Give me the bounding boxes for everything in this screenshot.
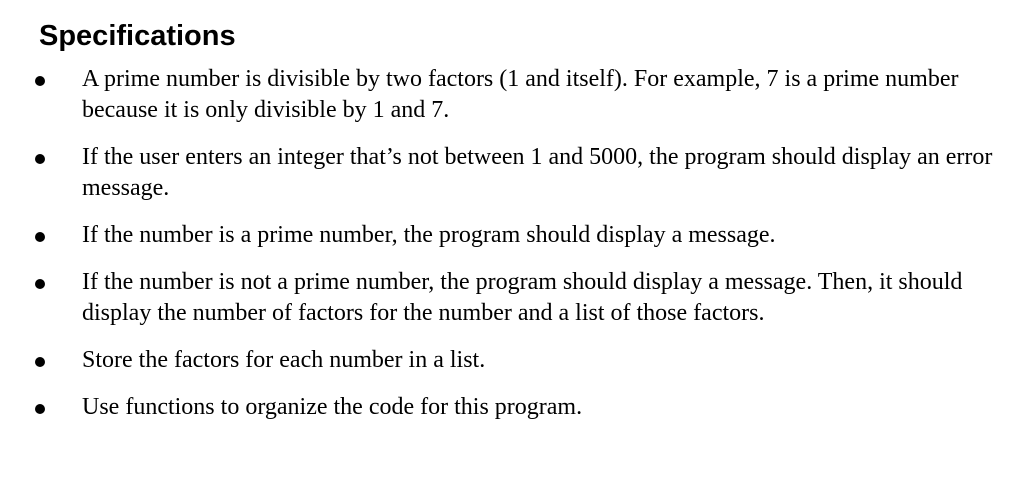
bullet-icon — [35, 232, 45, 242]
page-title: Specifications — [39, 20, 236, 52]
list-item — [0, 220, 1024, 251]
list-item — [0, 64, 1024, 126]
bullet-icon — [35, 279, 45, 289]
specifications-list — [0, 64, 1024, 439]
bullet-icon — [35, 357, 45, 367]
list-item — [0, 345, 1024, 376]
bullet-icon — [35, 404, 45, 414]
list-item-text: Use functions to organize the code for this program. — [82, 394, 583, 420]
bullet-icon — [35, 76, 45, 86]
list-item-text: Store the factors for each number in a list. — [82, 347, 486, 373]
list-item-text: If the number is not a prime number, the program should display a message. Then, it should display the number of factors for the number and a list of those factors. — [82, 269, 963, 326]
list-item-text: If the user enters an integer that’s not between 1 and 5000, the program should display an error message. — [82, 144, 993, 201]
bullet-icon — [35, 154, 45, 164]
list-item — [0, 142, 1024, 204]
list-item — [0, 392, 1024, 423]
list-item-text: A prime number is divisible by two factors (1 and itself). For example, 7 is a prime number because it is only divisible by 1 and 7. — [82, 66, 959, 123]
list-item — [0, 267, 1024, 329]
list-item-text: If the number is a prime number, the program should display a message. — [82, 222, 776, 248]
